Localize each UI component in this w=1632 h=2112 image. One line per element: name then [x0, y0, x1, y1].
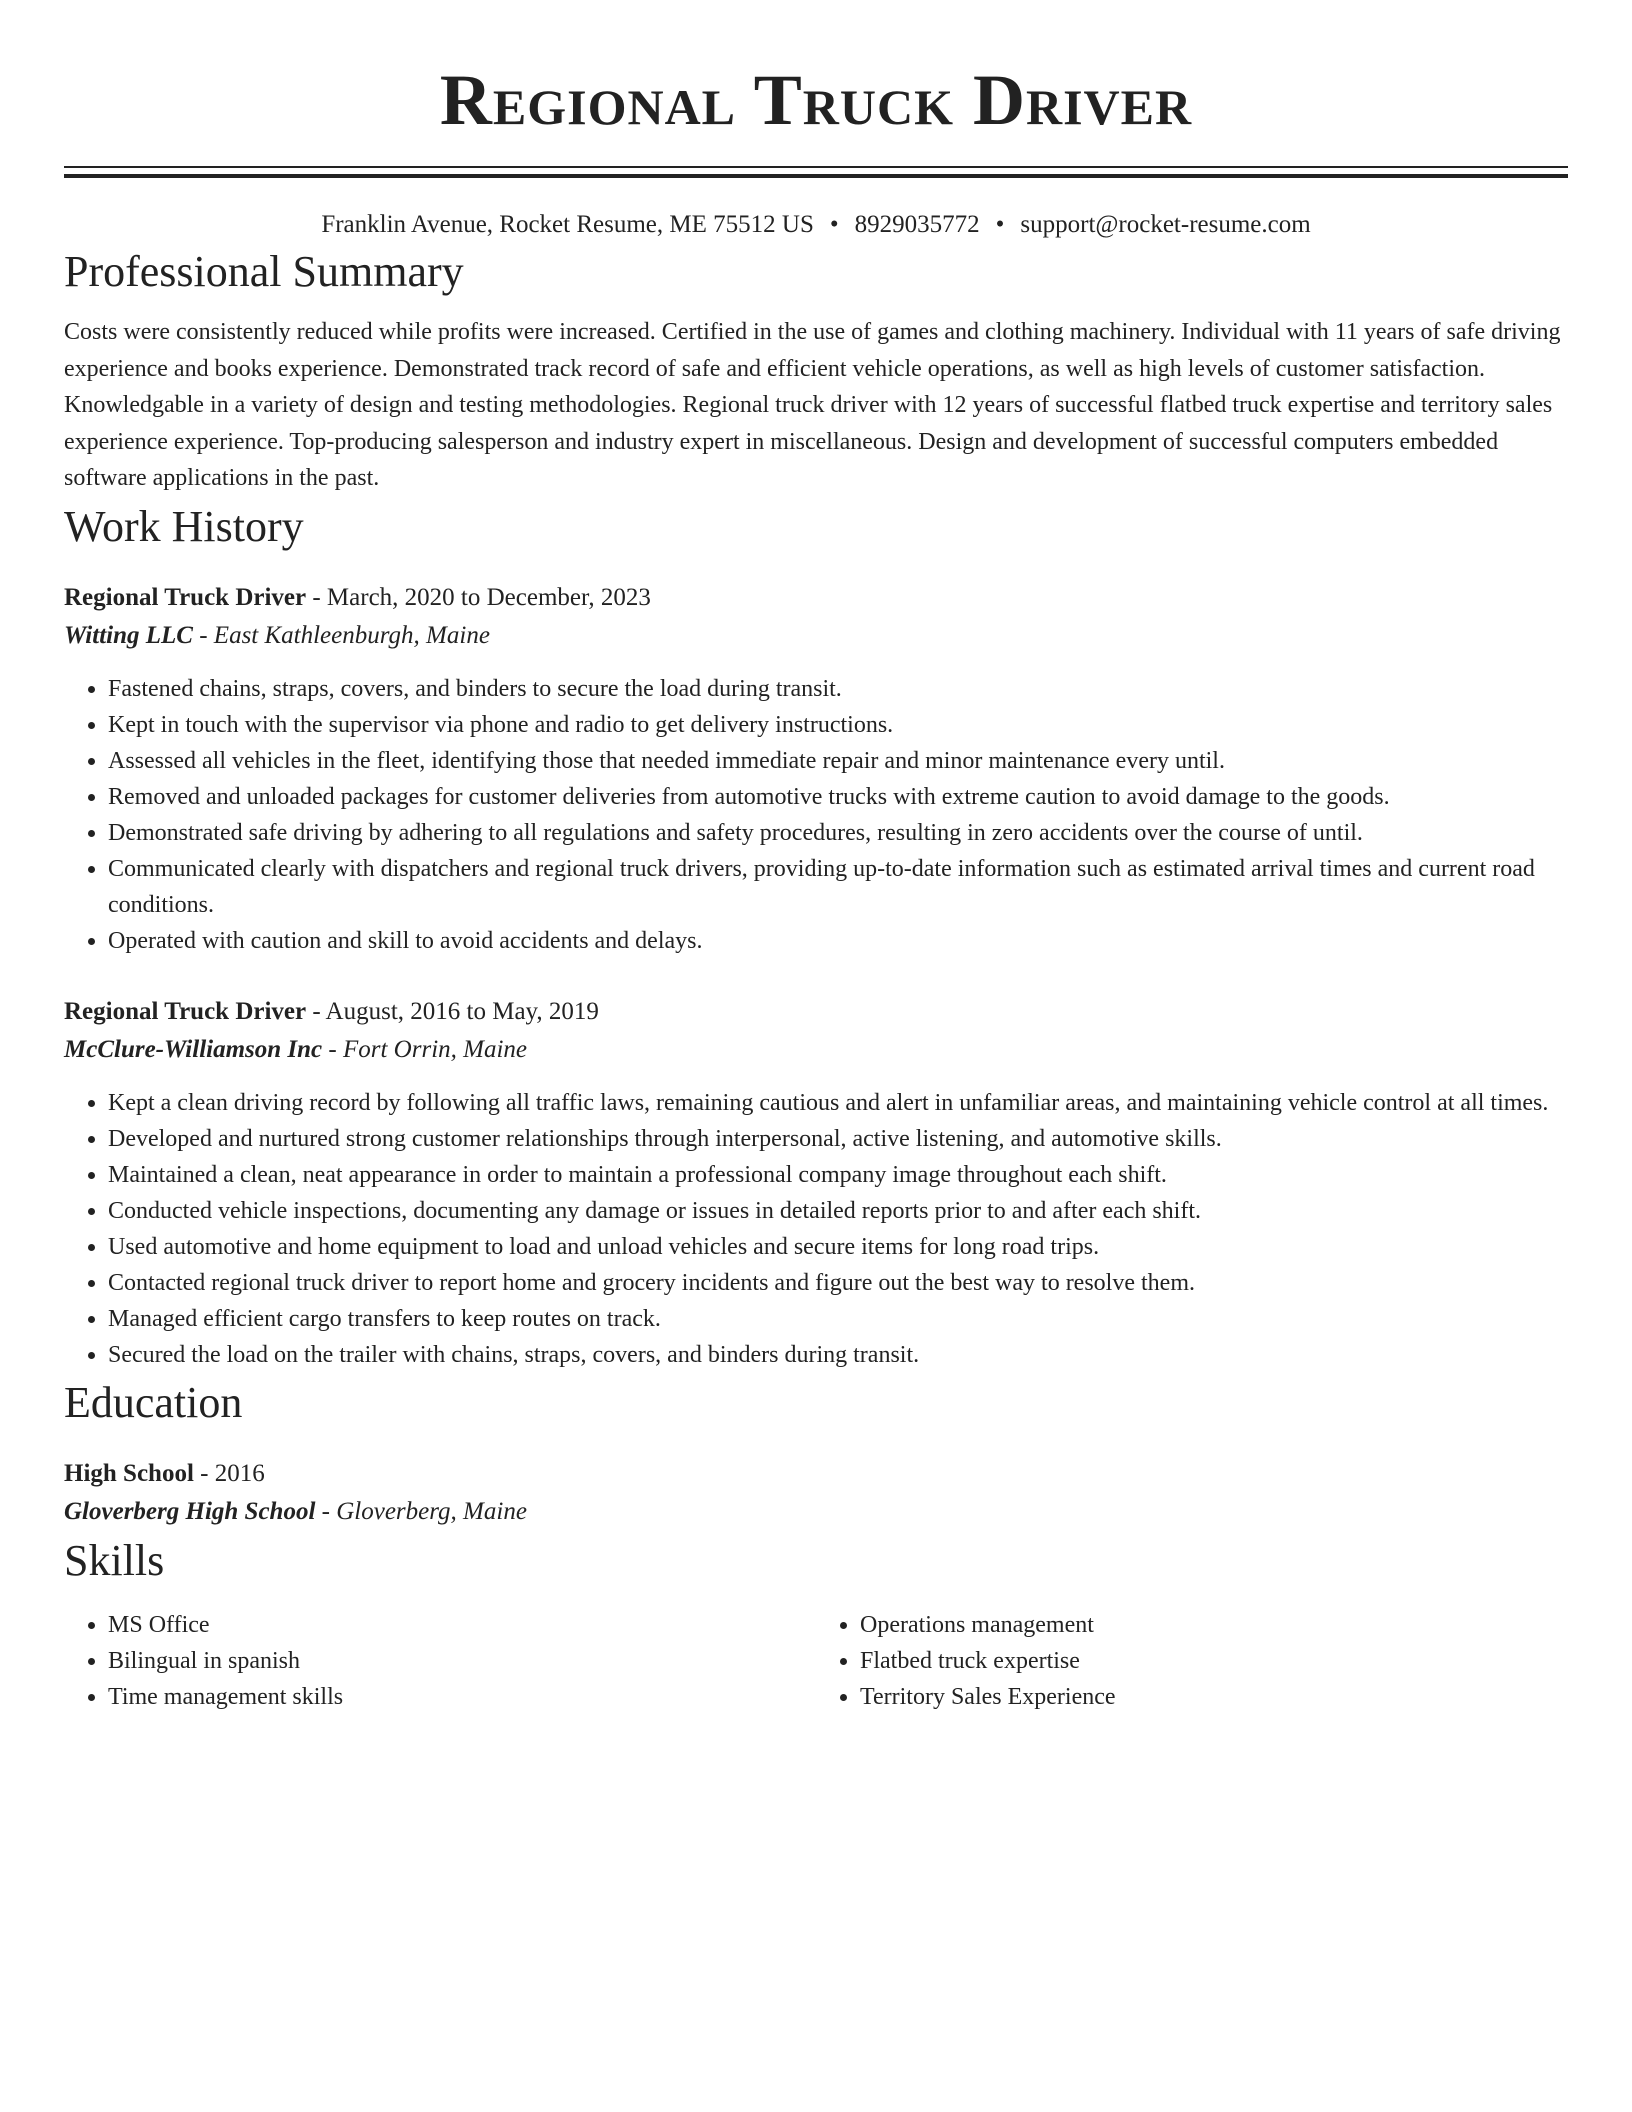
- job-duty: • Kept a clean driving record by following all traffic laws, remaining cautious and alert in unfamiliar areas, and maintaining vehicle control at all times.: [108, 1085, 1568, 1121]
- education-school-line: [64, 1493, 1568, 1531]
- job-duty: • Fastened chains, straps, covers, and binders to secure the load during transit.: [108, 671, 1568, 707]
- job-duty: • Communicated clearly with dispatchers and regional truck drivers, providing up-to-date information such as estimated arrival times and current road conditions.: [108, 851, 1568, 923]
- job-header: [64, 579, 1568, 617]
- job-duty: • Conducted vehicle inspections, documenting any damage or issues in detailed reports prior to and after each shift.: [108, 1193, 1568, 1229]
- skills-column-right: [816, 1607, 1568, 1715]
- skills-list: [64, 1607, 1568, 1715]
- job-dates: - August, 2016 to May, 2019: [306, 997, 599, 1025]
- job-duty: • Maintained a clean, neat appearance in order to maintain a professional company image throughout each shift.: [108, 1157, 1568, 1193]
- job-duty: • Managed efficient cargo transfers to keep routes on track.: [108, 1301, 1568, 1337]
- contact-separator: •: [995, 211, 1005, 238]
- job-location: - Fort Orrin, Maine: [322, 1035, 528, 1063]
- job-duties: [64, 1085, 1568, 1373]
- education-year: - 2016: [193, 1459, 265, 1487]
- job-entry: [64, 993, 1568, 1373]
- job-duty: • Operated with caution and skill to avoid accidents and delays.: [108, 923, 1568, 959]
- contact-separator: •: [829, 211, 839, 238]
- contact-email: support@rocket-resume.com: [1020, 211, 1311, 238]
- header-rule-thin: [64, 166, 1568, 168]
- skill-item: • Territory Sales Experience: [860, 1679, 1568, 1715]
- education-header: [64, 1455, 1568, 1493]
- job-duty: • Used automotive and home equipment to load and unload vehicles and secure items for long road trips.: [108, 1229, 1568, 1265]
- job-duty: • Secured the load on the trailer with chains, straps, covers, and binders during transit.: [108, 1337, 1568, 1373]
- job-title: Regional Truck Driver: [64, 583, 307, 611]
- skills-column-left: [64, 1607, 816, 1715]
- skill-item: • Operations management: [860, 1607, 1568, 1643]
- contact-line: [64, 208, 1568, 242]
- skill-item: • MS Office: [108, 1607, 816, 1643]
- job-employer: [64, 1031, 1568, 1069]
- job-location: - East Kathleenburgh, Maine: [192, 621, 490, 649]
- job-employer: [64, 617, 1568, 655]
- job-duties: [64, 671, 1568, 959]
- education-location: - Gloverberg, Maine: [315, 1497, 527, 1525]
- skill-item: • Time management skills: [108, 1679, 816, 1715]
- job-dates: - March, 2020 to December, 2023: [306, 583, 651, 611]
- summary-heading: Professional Summary: [64, 247, 464, 296]
- education-heading: Education: [64, 1377, 243, 1427]
- education-degree: High School: [64, 1459, 194, 1487]
- job-duty: • Removed and unloaded packages for customer deliveries from automotive trucks with extreme caution to avoid damage to the goods.: [108, 779, 1568, 815]
- job-company: McClure-Williamson Inc: [64, 1035, 323, 1063]
- job-duty: • Assessed all vehicles in the fleet, identifying those that needed immediate repair and minor maintenance every until.: [108, 743, 1568, 779]
- education-school: Gloverberg High School: [64, 1497, 316, 1525]
- job-duty: • Developed and nurtured strong customer relationships through interpersonal, active listening, and automotive skills.: [108, 1121, 1568, 1157]
- work-history-heading: Work History: [64, 501, 304, 551]
- skills-heading: Skills: [64, 1535, 165, 1585]
- job-duty: • Kept in touch with the supervisor via phone and radio to get delivery instructions.: [108, 707, 1568, 743]
- job-header: [64, 993, 1568, 1031]
- job-company: Witting LLC: [64, 621, 193, 649]
- job-duty: • Demonstrated safe driving by adhering to all regulations and safety procedures, resulting in zero accidents over the course of until.: [108, 815, 1568, 851]
- contact-phone: 8929035772: [854, 211, 980, 238]
- candidate-name: Regional Truck Driver: [439, 60, 1193, 140]
- contact-address: Franklin Avenue, Rocket Resume, ME 75512 US: [321, 211, 814, 238]
- job-duty: • Contacted regional truck driver to report home and grocery incidents and figure out the best way to resolve them.: [108, 1265, 1568, 1301]
- skill-item: • Flatbed truck expertise: [860, 1643, 1568, 1679]
- summary-text: Costs were consistently reduced while profits were increased. Certified in the use of games and clothing machinery. Individual with 11 years of safe driving experience and books experience. Demonstrated track record of safe and efficient vehicle operations, as well as high levels of customer satisfaction. Knowledgable in a variety of design and testing methodologies. Regional truck driver with 12 years of successful flatbed truck expertise and territory sales experience experience. Top-producing salesperson and industry expert in miscellaneous. Design and development of successful computers embedded software applications in the past.: [64, 319, 1561, 491]
- skill-item: • Bilingual in spanish: [108, 1643, 816, 1679]
- job-entry: [64, 579, 1568, 959]
- header-rule-thick: [64, 174, 1568, 178]
- job-title: Regional Truck Driver: [64, 997, 307, 1025]
